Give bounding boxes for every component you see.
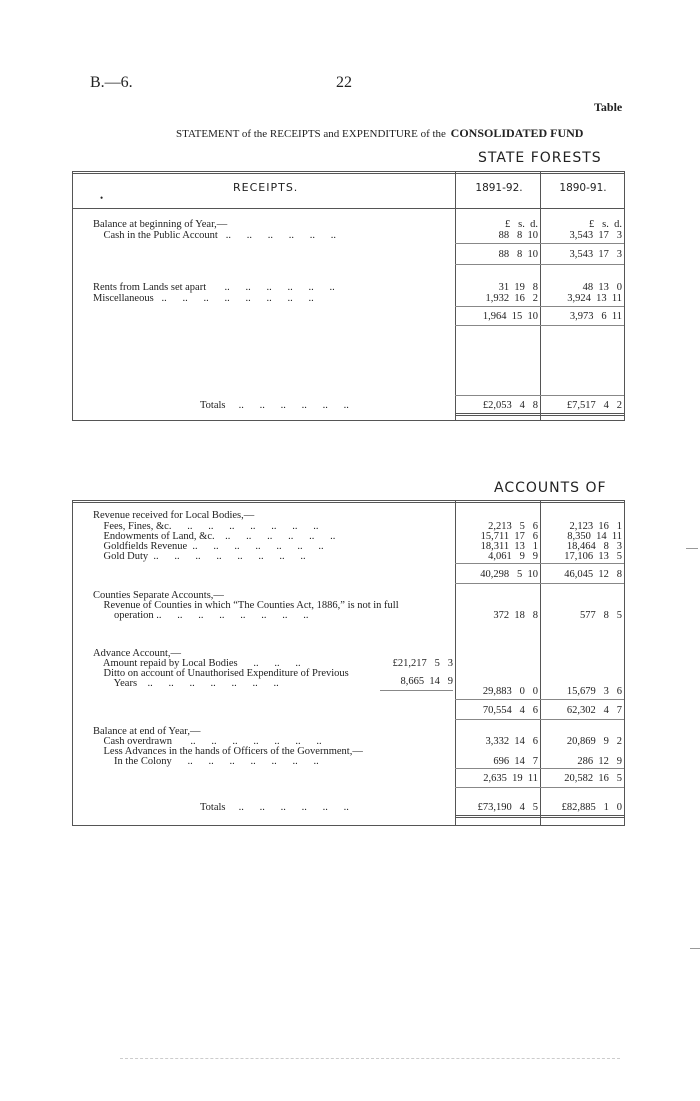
subtotal-year-1: 70,554 4 6 bbox=[482, 705, 538, 716]
table-cell-year-1: 2,213 5 6 bbox=[488, 521, 538, 532]
section-state-forests: STATE FORESTS bbox=[478, 150, 602, 166]
table-row-label: Miscellaneous .. .. .. .. .. .. .. .. bbox=[93, 293, 314, 304]
document-reference: B.—6. bbox=[90, 74, 133, 91]
table-cell-year-2: 577 8 5 bbox=[580, 610, 622, 621]
table-row-label: operation .. .. .. .. .. .. .. .. bbox=[93, 610, 309, 621]
table-row-label: Amount repaid by Local Bodies .. .. .. bbox=[93, 658, 301, 669]
subtotal-year-1: 40,298 5 10 bbox=[480, 569, 538, 580]
table-cell-year-2: 20,869 9 2 bbox=[566, 736, 622, 747]
table-row-label: Revenue of Counties in which “The Counties Act, 1886,” is not in full bbox=[93, 600, 399, 611]
table-cell-year-1: 15,711 17 6 bbox=[480, 531, 538, 542]
subtotal-year-2: 3,973 6 11 bbox=[569, 311, 622, 322]
table-cell-year-2: 286 12 9 bbox=[577, 756, 622, 767]
inner-amount: £21,217 5 3 bbox=[392, 658, 453, 669]
table-cell-year-1: 88 8 10 bbox=[498, 230, 538, 241]
subtotal-year-1: 2,635 19 11 bbox=[483, 773, 538, 784]
table-row-label: Endowments of Land, &c. .. .. .. .. .. .. bbox=[93, 531, 336, 542]
margin-mark bbox=[686, 548, 698, 549]
currency-units-year-2: £ s. d. bbox=[589, 219, 622, 230]
table-cell-year-1: 3,332 14 6 bbox=[485, 736, 538, 747]
table-row-label: Revenue received for Local Bodies,— bbox=[93, 510, 255, 521]
bullet-mark: • bbox=[100, 193, 104, 203]
table-cell-year-1: 18,311 13 1 bbox=[480, 541, 538, 552]
table-cell-year-1: 29,883 0 0 bbox=[482, 686, 538, 697]
margin-mark bbox=[690, 948, 700, 949]
total-year-2: £82,885 1 0 bbox=[561, 802, 622, 813]
table-cell-year-1: 696 14 7 bbox=[493, 756, 538, 767]
table-row-label: Years .. .. .. .. .. .. .. bbox=[93, 678, 279, 689]
table-heading: Table bbox=[594, 100, 623, 114]
column-header-receipts: RECEIPTS. bbox=[233, 181, 299, 194]
table-cell-year-2: 8,350 14 11 bbox=[567, 531, 622, 542]
table-row-label: Advance Account,— bbox=[93, 648, 182, 659]
table-cell-year-2: 3,543 17 3 bbox=[569, 230, 622, 241]
table-cell-year-1: 372 18 8 bbox=[493, 610, 538, 621]
column-header-year-1: 1891-92. bbox=[475, 182, 523, 194]
page-number: 22 bbox=[336, 74, 352, 91]
table-row-label: Fees, Fines, &c. .. .. .. .. .. .. .. bbox=[93, 521, 319, 532]
table-cell-year-2: 15,679 3 6 bbox=[566, 686, 622, 697]
subtotal-year-2: 3,543 17 3 bbox=[569, 249, 622, 260]
table-row-label: Cash in the Public Account .. .. .. .. .. .. bbox=[93, 230, 336, 241]
column-header-year-2: 1890-91. bbox=[559, 182, 607, 194]
inner-amount: 8,665 14 9 bbox=[400, 676, 453, 687]
table-row-label: Balance at end of Year,— bbox=[93, 726, 201, 737]
table-row-label: Ditto on account of Unauthorised Expenditure of Previous bbox=[93, 668, 349, 679]
subtotal-year-2: 46,045 12 8 bbox=[564, 569, 622, 580]
subtotal-year-2: 62,302 4 7 bbox=[566, 705, 622, 716]
table-row-label: Gold Duty .. .. .. .. .. .. .. .. bbox=[93, 551, 306, 562]
total-year-1: £73,190 4 5 bbox=[477, 802, 538, 813]
subtotal-year-2: 20,582 16 5 bbox=[564, 773, 622, 784]
table-row-label: Rents from Lands set apart .. .. .. .. .. .. bbox=[93, 282, 335, 293]
table-row-label: Counties Separate Accounts,— bbox=[93, 590, 224, 601]
table-row-label: Cash overdrawn .. .. .. .. .. .. .. bbox=[93, 736, 322, 747]
table-cell-year-2: 18,464 8 3 bbox=[566, 541, 622, 552]
statement-title bbox=[176, 126, 583, 141]
fund-name: CONSOLIDATED FUND bbox=[450, 126, 584, 140]
table-row-label: Less Advances in the hands of Officers of the Government,— bbox=[93, 746, 363, 757]
totals-label: Totals .. .. .. .. .. .. bbox=[200, 400, 349, 411]
total-year-1: £2,053 4 8 bbox=[482, 400, 538, 411]
total-year-2: £7,517 4 2 bbox=[566, 400, 622, 411]
currency-units-year-1: £ s. d. bbox=[505, 219, 538, 230]
section-accounts-of: ACCOUNTS OF bbox=[494, 480, 607, 496]
table-cell-year-1: 1,932 16 2 bbox=[485, 293, 538, 304]
table-row-label: In the Colony .. .. .. .. .. .. .. bbox=[93, 756, 319, 767]
table-cell-year-1: 4,061 9 9 bbox=[488, 551, 538, 562]
subtotal-year-1: 88 8 10 bbox=[498, 249, 538, 260]
table-cell-year-2: 48 13 0 bbox=[582, 282, 622, 293]
statement-prefix: STATEMENT of the RECEIPTS and EXPENDITURE of the bbox=[176, 128, 446, 140]
table-row-label: Balance at beginning of Year,— bbox=[93, 219, 228, 230]
subtotal-year-1: 1,964 15 10 bbox=[482, 311, 538, 322]
table-row-label: Goldfields Revenue .. .. .. .. .. .. .. bbox=[93, 541, 324, 552]
scan-artifact-line bbox=[120, 1058, 620, 1059]
table-cell-year-2: 2,123 16 1 bbox=[569, 521, 622, 532]
table-cell-year-2: 3,924 13 11 bbox=[567, 293, 622, 304]
totals-label: Totals .. .. .. .. .. .. bbox=[200, 802, 349, 813]
table-cell-year-1: 31 19 8 bbox=[498, 282, 538, 293]
table-cell-year-2: 17,106 13 5 bbox=[564, 551, 622, 562]
